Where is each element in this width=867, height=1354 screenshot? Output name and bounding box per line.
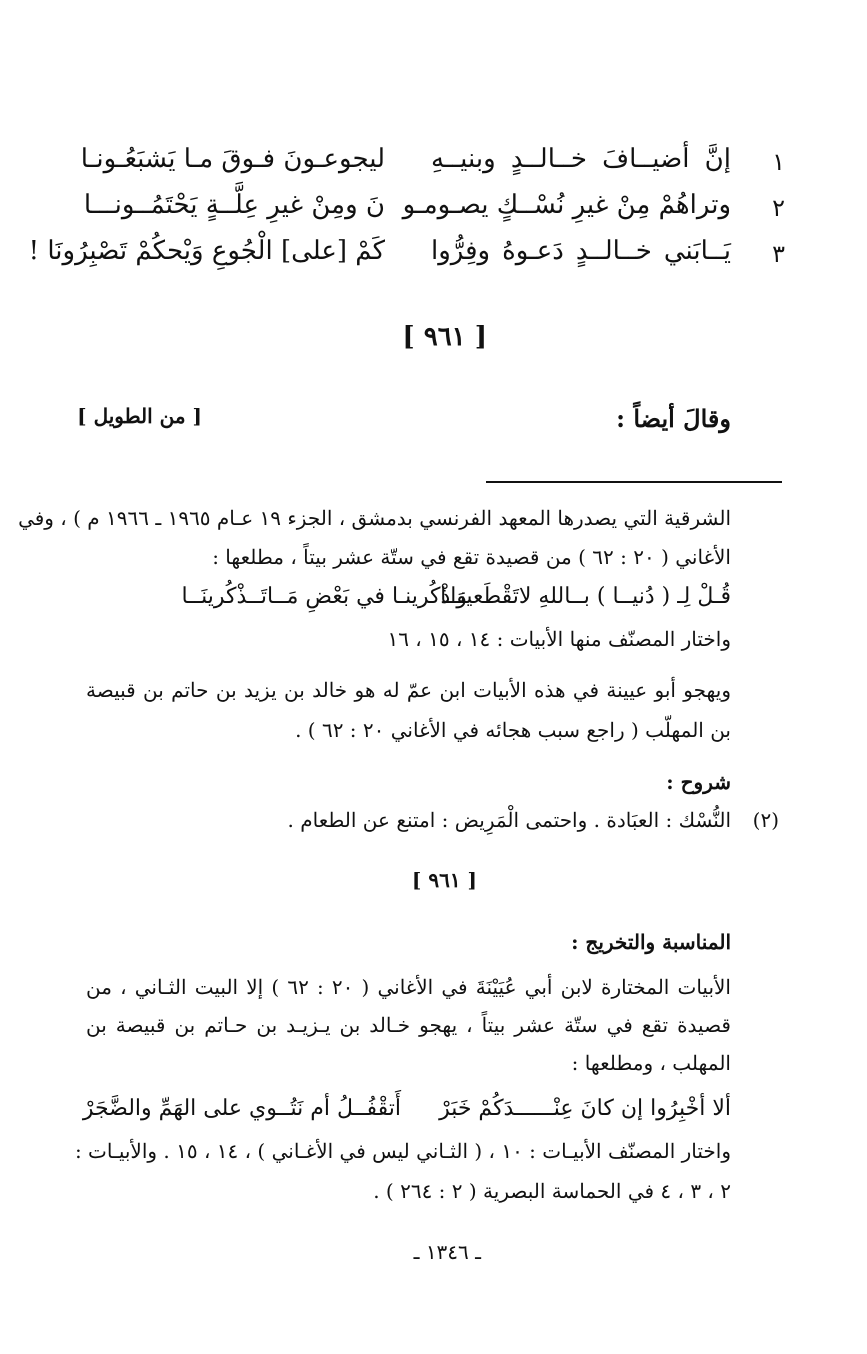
verse-line-2 [0,188,867,234]
shuruh-heading: شروح : [666,770,731,794]
verse-number: ٢ [772,194,785,222]
munasaba-paragraph: الأبيات المختارة لابن أبي عُيَيْنَةَ في الأغاني ( ٢٠ : ٦٢ ) إلا البيت الثـاني ، من قصيدة تقع في ستّة عشر بيتاً ، يهجو خـالد بن يـزيـد بن حـاتم بن قبيصة بن المهلب ، ومطلعها : [86,975,731,1075]
verse-number: ١ [772,148,785,176]
verse-second-hemistich: كَمْ [على] الْجُوعِ وَيْحكُمْ تَصْبِرُونَا ! [28,236,385,266]
footnote-line: الشرقية التي يصدرها المعهد الفرنسي بدمشق ، الجزء ١٩ عـام ١٩٦٥ ـ ١٩٦٦ م ) ، وفي [18,506,731,530]
footnote-verse-first: قُـلْ لِـ ( دُنيــا ) بــاللهِ لاتَقْطَعينــا [440,584,731,609]
meter-label: [ من الطويل ] [77,404,202,428]
poem-number: [ ٩٦١ ] [402,322,487,352]
footnote-verse-first: ألا أخْبِرُوا إن كانَ عِنْــــــدَكُمْ خَبَرْ [439,1096,731,1121]
note-number: (٢) [752,808,779,832]
second-poem-number: [ ٩٦١ ] [411,868,477,892]
footnote-line: واختار المصنّف منها الأبيات : ١٤ ، ١٥ ، ١٦ [387,627,731,651]
verse-first-hemistich: وتراهُمْ مِنْ غيرِ نُسْــكٍ يصـومـو [402,190,731,220]
verse-first-hemistich: يَــابَني خــالــدٍ دَعـوهُ وفِرُّوا [431,236,731,266]
page-number: ـ ١٣٤٦ ـ [413,1240,481,1264]
munasaba-heading: المناسبة والتخريج : [571,930,731,954]
footnote-line: الأغاني ( ٢٠ : ٦٢ ) من قصيدة تقع في ستّة عشر بيتاً ، مطلعها : [212,545,731,569]
note-text: النُّسْك : العبَادة . واحتمى الْمَرِيض : امتنع عن الطعام . [287,808,731,832]
footnote-verse-second: أَتقْفُــلُ أم نَتُــوي على الهَمِّ والضَّجَرْ [82,1096,401,1121]
footnote-line: واختار المصنّف الأبيـات : ١٠ ، ( الثـاني ليس في الأغـاني ) ، ١٤ ، ١٥ . والأبيـات : [74,1139,731,1163]
verse-line-3 [0,234,867,280]
footnote-paragraph: ويهجو أبو عيينة في هذه الأبيات ابن عمّ له هو خالد بن يزيد بن حاتم بن قبيصة بن المهلّب ( راجع سبب هجائه في الأغاني ٢٠ : ٦٢ ) . [86,678,731,742]
verse-second-hemistich: نَ ومِنْ غيرِ عِلَّــةٍ يَحْتَمُــونـــا [83,190,385,220]
verse-line-1 [0,142,867,188]
verse-number: ٣ [772,240,785,268]
footnote-line: ٢ ، ٣ ، ٤ في الحماسة البصرية ( ٢ : ٢٦٤ ) . [373,1179,731,1203]
footnote-separator [486,481,782,483]
footnote-verse-second: وَاذْكُرينـا في بَعْضِ مَــاتَــذْكُرينَــا [181,584,467,609]
verse-first-hemistich: إنَّ أضيــافَ خــالــدٍ وبنيــهِ [431,144,731,174]
intro-heading: وقالَ أيضاً : [616,404,731,433]
verse-second-hemistich: ليجوعـونَ فـوقَ مـا يَشبَعُـونـا [80,144,385,174]
